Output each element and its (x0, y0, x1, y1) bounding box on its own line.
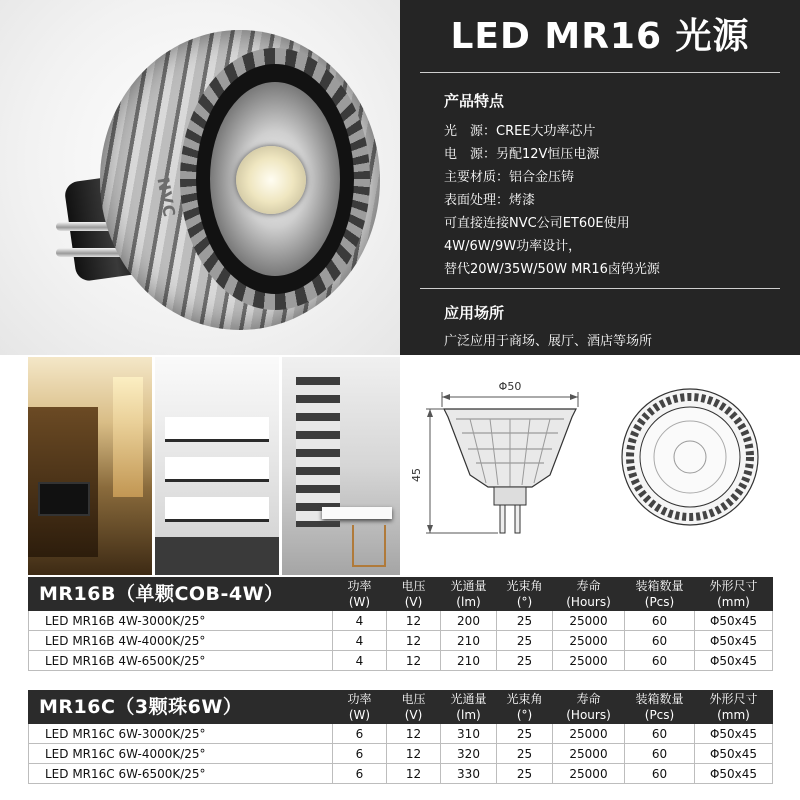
table-row (29, 724, 773, 744)
angle-cell: 25 (497, 611, 553, 631)
column-header: 外形尺寸 (mm) (695, 691, 773, 724)
column-header: 光通量 (lm) (441, 578, 497, 611)
table-row (29, 744, 773, 764)
lumen-cell: 210 (441, 631, 497, 651)
table-row (29, 764, 773, 784)
size-cell: Φ50x45 (695, 724, 773, 744)
scene-floor (155, 537, 279, 575)
column-header: 光束角 (°) (497, 691, 553, 724)
feature-item: 光 源：CREE大功率芯片 (444, 124, 596, 139)
spec-table-mr16c (28, 690, 773, 784)
size-cell: Φ50x45 (695, 744, 773, 764)
life-cell: 25000 (553, 764, 625, 784)
model-cell: LED MR16B 4W-3000K/25° (29, 611, 333, 631)
voltage-cell: 12 (387, 631, 441, 651)
feature-item: 4W/6W/9W功率设计， (444, 239, 582, 254)
product-photo (0, 0, 400, 355)
lumen-cell: 330 (441, 764, 497, 784)
column-header: 装箱数量 (Pcs) (625, 578, 695, 611)
model-cell: LED MR16C 6W-4000K/25° (29, 744, 333, 764)
features-heading: 产品特点 (444, 92, 505, 110)
life-cell: 25000 (553, 744, 625, 764)
table-header-row (29, 578, 773, 611)
group-title: MR16C（3颗珠6W） (29, 691, 333, 724)
voltage-cell: 12 (387, 611, 441, 631)
scene-light (113, 377, 143, 497)
lumen-cell: 200 (441, 611, 497, 631)
model-cell: LED MR16C 6W-3000K/25° (29, 724, 333, 744)
power-cell: 6 (333, 744, 387, 764)
feature-item: 主要材质：铝合金压铸 (444, 170, 575, 185)
angle-cell: 25 (497, 651, 553, 671)
power-cell: 6 (333, 764, 387, 784)
voltage-cell: 12 (387, 724, 441, 744)
divider (420, 288, 780, 289)
size-cell: Φ50x45 (695, 764, 773, 784)
features-list (444, 120, 660, 281)
application-heading: 应用场所 (444, 304, 505, 322)
dimension-drawing (400, 357, 800, 575)
power-cell: 4 (333, 651, 387, 671)
lumen-cell: 310 (441, 724, 497, 744)
scene-tv (38, 482, 90, 516)
scene-shelf (165, 457, 269, 482)
pcs-cell: 60 (625, 611, 695, 631)
scene-shelf (165, 497, 269, 522)
spec-table-mr16b (28, 577, 773, 671)
angle-cell: 25 (497, 724, 553, 744)
pin (500, 505, 505, 533)
feature-item: 电 源：另配12V恒压电源 (444, 147, 600, 162)
model-cell: LED MR16B 4W-4000K/25° (29, 631, 333, 651)
pcs-cell: 60 (625, 651, 695, 671)
column-header: 功率 (W) (333, 578, 387, 611)
pcs-cell: 60 (625, 724, 695, 744)
pcs-cell: 60 (625, 764, 695, 784)
pin (515, 505, 520, 533)
column-header: 功率 (W) (333, 691, 387, 724)
voltage-cell: 12 (387, 651, 441, 671)
scene-chair (352, 525, 386, 567)
angle-cell: 25 (497, 744, 553, 764)
life-cell: 25000 (553, 611, 625, 631)
life-cell: 25000 (553, 724, 625, 744)
height-label: 45 (410, 468, 423, 482)
voltage-cell: 12 (387, 744, 441, 764)
angle-cell: 25 (497, 631, 553, 651)
scene-photo-shelves (155, 357, 279, 575)
table-row (29, 651, 773, 671)
info-panel (400, 0, 800, 355)
application-text: 广泛应用于商场、展厅、酒店等场所 (444, 334, 653, 349)
model-cell: LED MR16C 6W-6500K/25° (29, 764, 333, 784)
power-cell: 6 (333, 724, 387, 744)
lumen-cell: 320 (441, 744, 497, 764)
column-header: 光通量 (lm) (441, 691, 497, 724)
led-chip (236, 146, 306, 214)
size-cell: Φ50x45 (695, 651, 773, 671)
scene-photo-dining (282, 357, 400, 575)
feature-item: 替代20W/35W/50W MR16卤钨光源 (444, 262, 660, 277)
divider (420, 72, 780, 73)
page-title: LED MR16 光源 (450, 16, 750, 57)
size-cell: Φ50x45 (695, 611, 773, 631)
column-header: 电压 (V) (387, 691, 441, 724)
scene-shelf (165, 417, 269, 442)
voltage-cell: 12 (387, 764, 441, 784)
column-header: 装箱数量 (Pcs) (625, 691, 695, 724)
table-row (29, 611, 773, 631)
model-cell: LED MR16B 4W-6500K/25° (29, 651, 333, 671)
lamp-front-view (622, 389, 758, 525)
diameter-label: Φ50 (498, 380, 522, 393)
power-cell: 4 (333, 611, 387, 631)
scene-stair (296, 377, 340, 527)
scene-photo-living-room (28, 357, 152, 575)
column-header: 电压 (V) (387, 578, 441, 611)
angle-cell: 25 (497, 764, 553, 784)
table-row (29, 631, 773, 651)
group-title: MR16B（单颗COB-4W） (29, 578, 333, 611)
life-cell: 25000 (553, 651, 625, 671)
column-header: 寿命 (Hours) (553, 578, 625, 611)
column-header: 寿命 (Hours) (553, 691, 625, 724)
pcs-cell: 60 (625, 744, 695, 764)
lumen-cell: 210 (441, 651, 497, 671)
pcs-cell: 60 (625, 631, 695, 651)
scene-table (322, 507, 392, 519)
size-cell: Φ50x45 (695, 631, 773, 651)
feature-item: 表面处理：烤漆 (444, 193, 536, 208)
column-header: 外形尺寸 (mm) (695, 578, 773, 611)
brand-mark: NVC (153, 175, 180, 220)
column-header: 光束角 (°) (497, 578, 553, 611)
power-cell: 4 (333, 631, 387, 651)
table-header-row (29, 691, 773, 724)
feature-item: 可直接连接NVC公司ET60E使用 (444, 216, 630, 231)
life-cell: 25000 (553, 631, 625, 651)
